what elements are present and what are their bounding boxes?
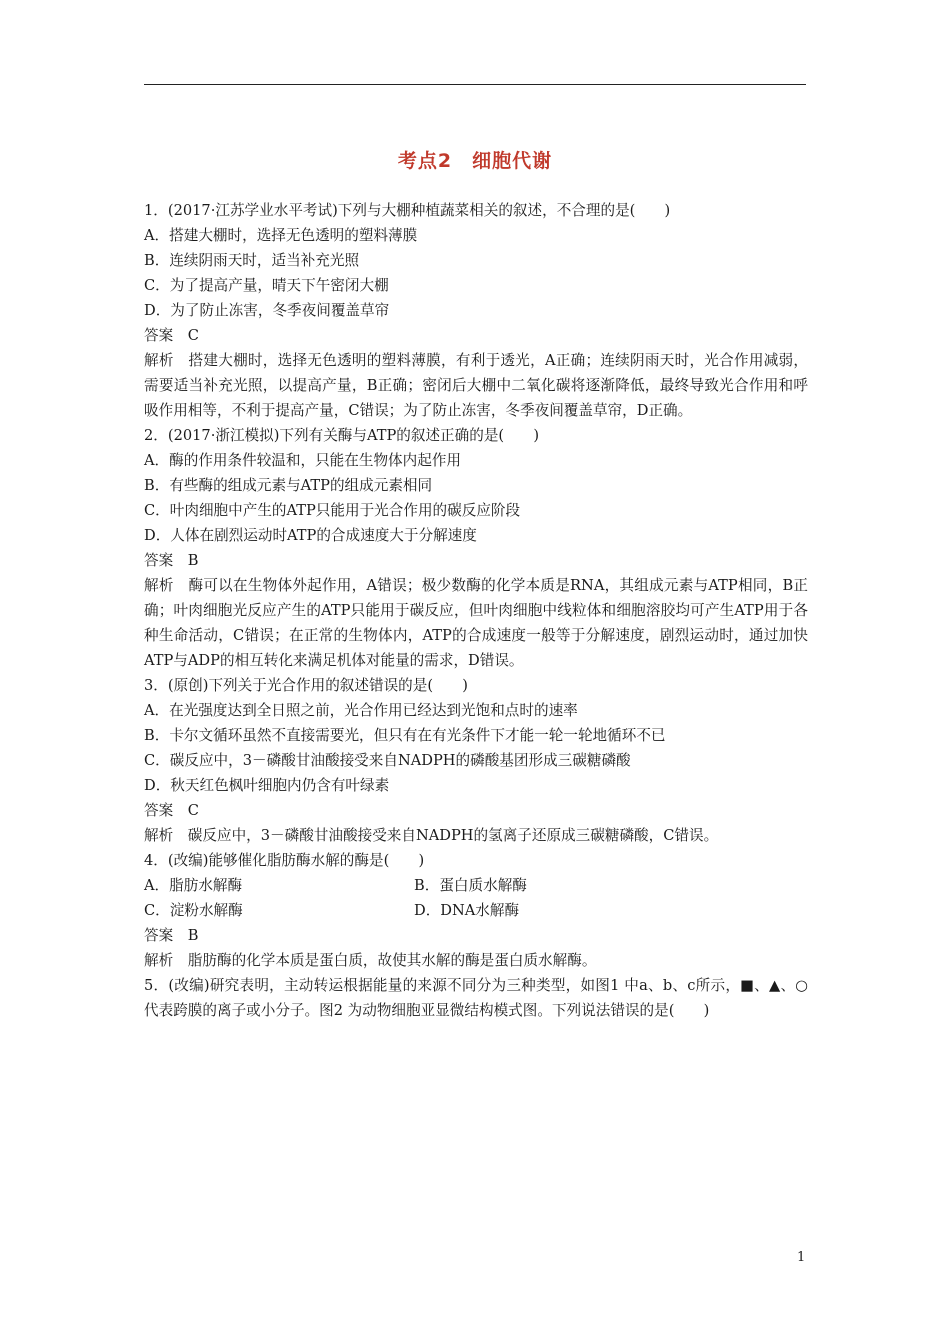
analysis: 解析 碳反应中，3－磷酸甘油酸接受来自NADPH的氢离子还原成三碳糖磷酸，C错误。: [144, 827, 719, 844]
option-b: B．连续阴雨天时，适当补充光照: [144, 252, 360, 269]
answer: 答案 C: [144, 802, 199, 819]
option-c: C．为了提高产量，晴天下午密闭大棚: [144, 277, 389, 294]
option-b: B．卡尔文循环虽然不直接需要光，但只有在有光条件下才能一轮一轮地循环不已: [144, 727, 666, 744]
question-1: [144, 198, 808, 423]
option-b: B．有些酶的组成元素与ATP的组成元素相同: [144, 477, 433, 494]
answer: 答案 C: [144, 327, 199, 344]
question-4: [144, 848, 808, 973]
option-d: D．DNA水解酶: [414, 902, 520, 919]
page-title: 考点2 细胞代谢: [397, 150, 553, 172]
answer: 答案 B: [144, 927, 199, 944]
header-rule: [144, 84, 806, 85]
analysis: 解析 搭建大棚时，选择无色透明的塑料薄膜，有利于透光，A正确；连续阴雨天时，光合作用减弱，需要适当补充光照，以提高产量，B正确；密闭后大棚中二氧化碳将逐渐降低，最终导致光合作用和呼吸作用相等，不利于提高产量，C错误；为了防止冻害，冬季夜间覆盖草帘，D正确。: [144, 352, 808, 419]
question-stem: 3．(原创)下列关于光合作用的叙述错误的是( ): [144, 677, 468, 694]
question-stem: 2．(2017·浙江模拟)下列有关酶与ATP的叙述正确的是( ): [144, 427, 540, 444]
analysis: 解析 酶可以在生物体外起作用，A错误；极少数酶的化学本质是RNA，其组成元素与ATP相同，B正确；叶肉细胞光反应产生的ATP只能用于碳反应，但叶肉细胞中线粒体和细胞溶胶均可产生ATP用于各种生命活动，C错误；在正常的生物体内，ATP的合成速度一般等于分解速度，剧烈运动时，通过加快ATP与ADP的相互转化来满足机体对能量的需求，D错误。: [144, 577, 808, 669]
question-2: [144, 423, 808, 673]
answer: 答案 B: [144, 552, 199, 569]
question-5: [144, 973, 808, 1023]
document-body: [144, 198, 808, 1023]
option-c: C．叶肉细胞中产生的ATP只能用于光合作用的碳反应阶段: [144, 502, 521, 519]
option-d: D．人体在剧烈运动时ATP的合成速度大于分解速度: [144, 527, 477, 544]
question-stem: 5．(改编)研究表明，主动转运根据能量的来源不同分为三种类型，如图1 中a、b、c所示，■、▲、○代表跨膜的离子或小分子。图2 为动物细胞亚显微结构模式图。下列说法错误的是( ): [144, 977, 808, 1019]
question-stem: 4．(改编)能够催化脂肪酶水解的酶是( ): [144, 852, 425, 869]
analysis: 解析 脂肪酶的化学本质是蛋白质，故使其水解的酶是蛋白质水解酶。: [144, 952, 597, 969]
option-c: C．碳反应中，3－磷酸甘油酸接受来自NADPH的磷酸基团形成三碳糖磷酸: [144, 752, 631, 769]
option-d: D．为了防止冻害，冬季夜间覆盖草帘: [144, 302, 390, 319]
option-b: B．蛋白质水解酶: [414, 877, 527, 894]
options-row-1: [144, 873, 808, 898]
option-a: A．酶的作用条件较温和，只能在生物体内起作用: [144, 452, 462, 469]
option-a: A．脂肪水解酶: [144, 877, 243, 894]
option-a: A．在光强度达到全日照之前，光合作用已经达到光饱和点时的速率: [144, 702, 578, 719]
page-number: 1: [797, 1250, 806, 1265]
question-3: [144, 673, 808, 848]
option-d: D．秋天红色枫叶细胞内仍含有叶绿素: [144, 777, 390, 794]
option-c: C．淀粉水解酶: [144, 902, 243, 919]
options-row-2: [144, 898, 808, 923]
question-stem: 1．(2017·江苏学业水平考试)下列与大棚种植蔬菜相关的叙述，不合理的是( ): [144, 202, 671, 219]
option-a: A．搭建大棚时，选择无色透明的塑料薄膜: [144, 227, 418, 244]
